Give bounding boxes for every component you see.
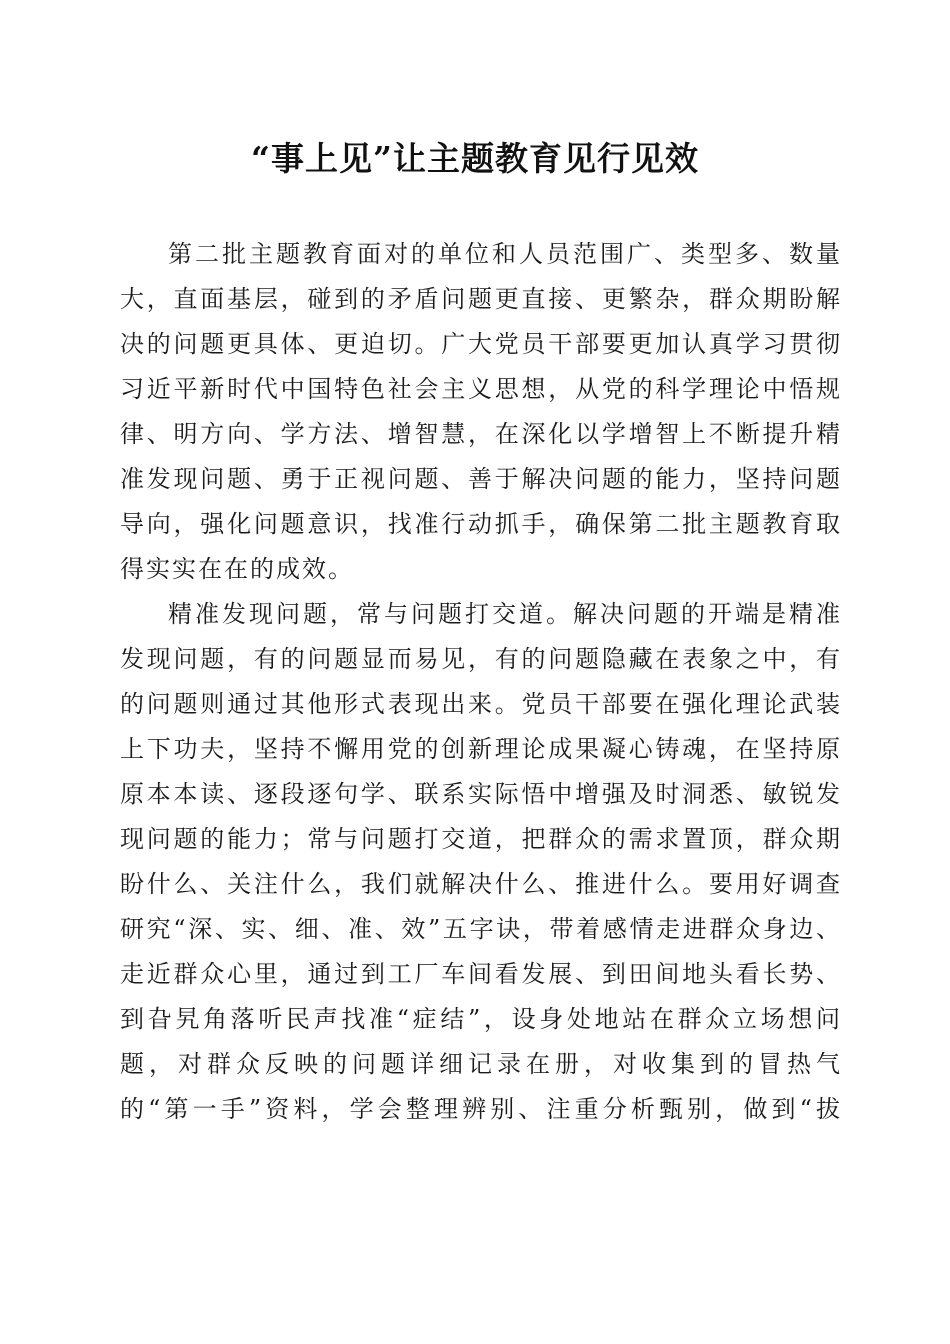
text-line: 精准发现问题，常与问题打交道。解决问题的开端是精准 bbox=[168, 600, 840, 628]
text-line: 第二批主题教育面对的单位和人员范围广、类型多、数量 bbox=[168, 240, 840, 268]
paragraph bbox=[120, 232, 840, 592]
document-body bbox=[120, 232, 840, 1132]
text-line: 大，直面基层，碰到的矛盾问题更直接、更繁杂，群众期盼解 bbox=[120, 285, 840, 313]
text-line: 的问题则通过其他形式表现出来。党员干部要在强化理论武装 bbox=[120, 690, 840, 718]
document-title: “事上见”让主题教育见行见效 bbox=[251, 139, 699, 178]
text-line: 准发现问题、勇于正视问题、善于解决问题的能力，坚持问题 bbox=[120, 465, 840, 493]
text-line: 现问题的能力；常与问题打交道，把群众的需求置顶，群众期 bbox=[120, 825, 840, 853]
text-line: 研究“深、实、细、准、效”五字诀，带着感情走进群众身边、 bbox=[120, 915, 840, 943]
text-line: 原本本读、逐段逐句学、联系实际悟中增强及时洞悉、敏锐发 bbox=[120, 780, 840, 808]
paragraph bbox=[120, 592, 840, 1132]
text-line: 到旮旯角落听民声找准“症结”，设身处地站在群众立场想问 bbox=[120, 1005, 840, 1033]
text-line: 发现问题，有的问题显而易见，有的问题隐藏在表象之中，有 bbox=[120, 645, 840, 673]
text-line: 决的问题更具体、更迫切。广大党员干部要更加认真学习贯彻 bbox=[120, 330, 840, 358]
text-line: 导向，强化问题意识，找准行动抓手，确保第二批主题教育取 bbox=[120, 510, 840, 538]
text-line: 习近平新时代中国特色社会主义思想，从党的科学理论中悟规 bbox=[120, 375, 840, 403]
text-line: 盼什么、关注什么，我们就解决什么、推进什么。要用好调查 bbox=[120, 870, 840, 898]
text-line: 题，对群众反映的问题详细记录在册，对收集到的冒热气 bbox=[120, 1050, 840, 1078]
text-line: 走近群众心里，通过到工厂车间看发展、到田间地头看长势、 bbox=[120, 960, 840, 988]
text-line: 的“第一手”资料，学会整理辨别、注重分析甄别，做到“拔 bbox=[120, 1095, 840, 1123]
text-line: 上下功夫，坚持不懈用党的创新理论成果凝心铸魂，在坚持原 bbox=[120, 735, 840, 763]
text-line: 律、明方向、学方法、增智慧，在深化以学增智上不断提升精 bbox=[120, 420, 840, 448]
text-line: 得实实在在的成效。 bbox=[120, 555, 354, 583]
